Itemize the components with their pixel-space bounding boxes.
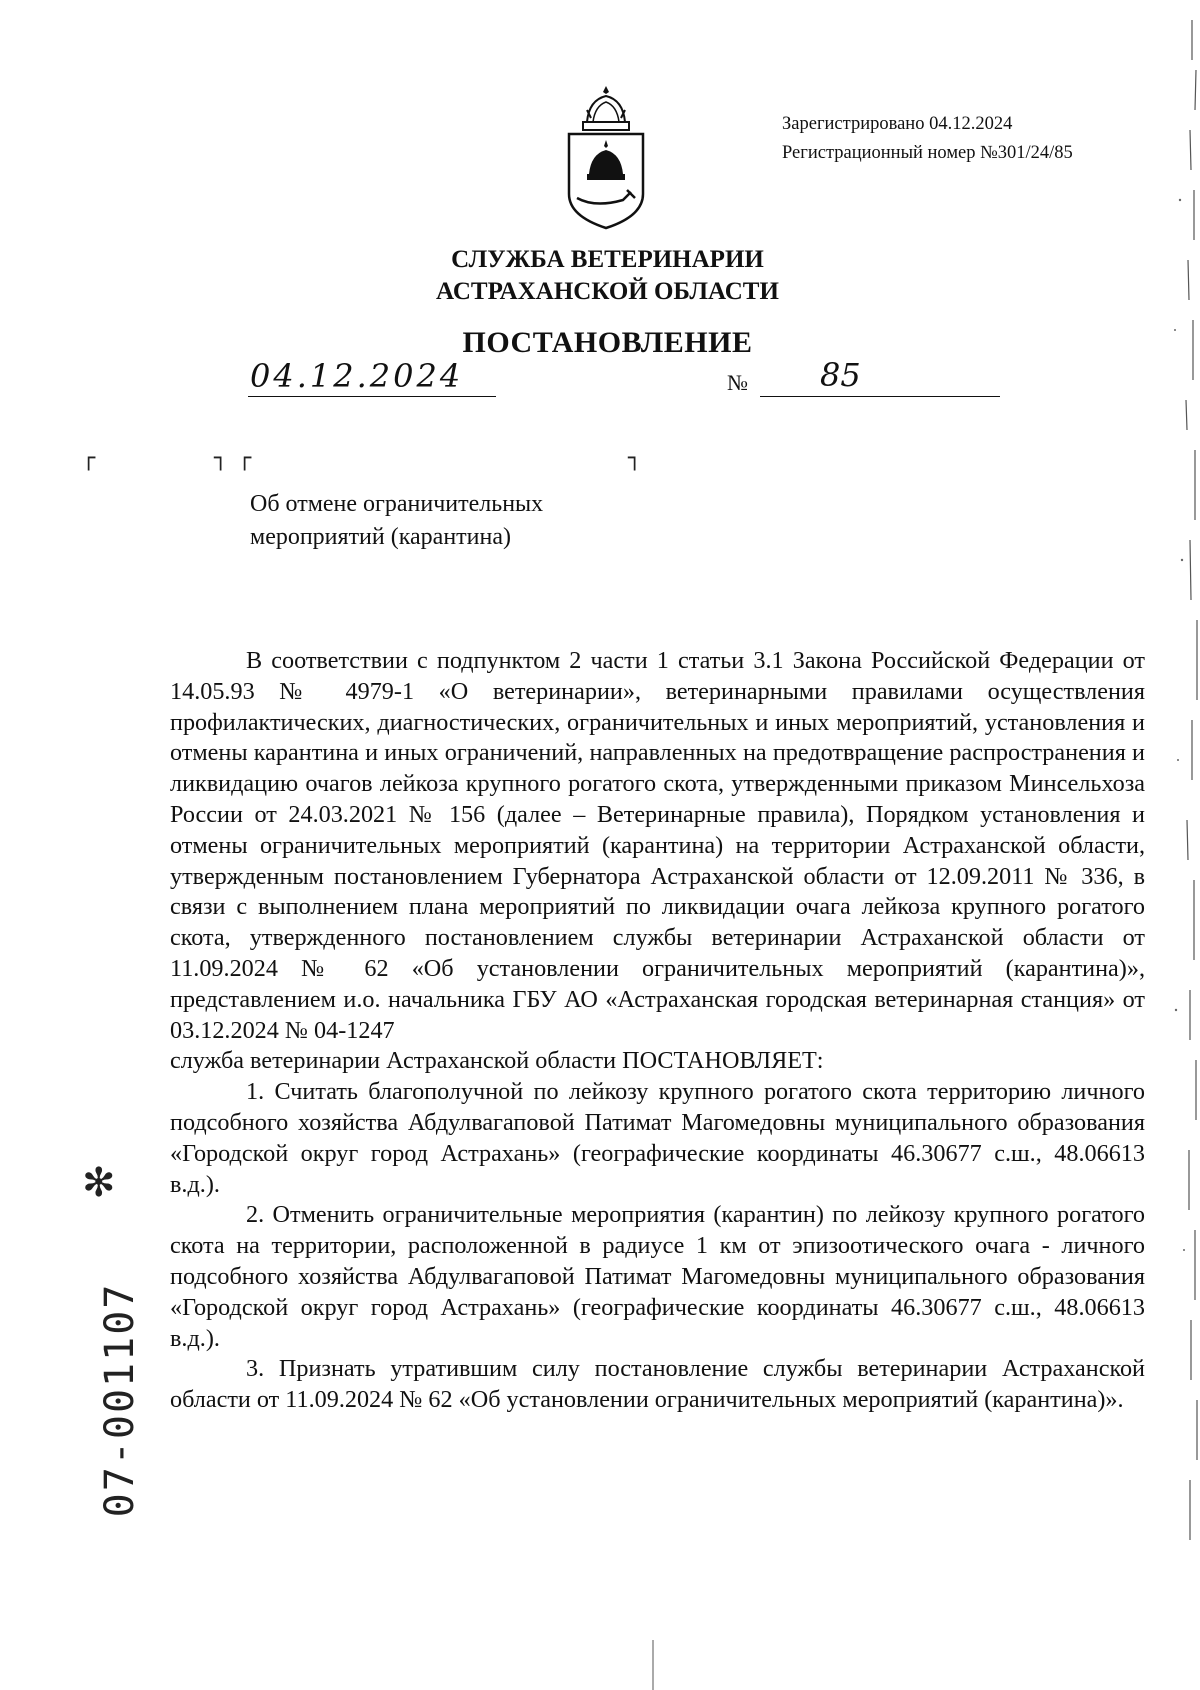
- registration-number: Регистрационный номер №301/24/85: [782, 143, 1073, 163]
- number-underline: [760, 396, 1000, 397]
- org-line-2: АСТРАХАНСКОЙ ОБЛАСТИ: [436, 278, 779, 305]
- handwritten-date: 04.12.2024: [250, 357, 464, 395]
- scan-edge-noise: [1140, 0, 1200, 1690]
- decree-subject: [250, 488, 543, 554]
- document-type-title: ПОСТАНОВЛЕНИЕ: [462, 326, 753, 359]
- number-sign: №: [727, 370, 748, 395]
- corner-bracket-subject-left: ┌: [238, 446, 252, 471]
- registration-stamp: [782, 110, 1073, 168]
- coat-of-arms-emblem: [565, 82, 647, 232]
- subject-line-2: мероприятий (карантина): [250, 524, 511, 550]
- handwritten-number: 85: [820, 356, 861, 394]
- org-line-1: СЛУЖБА ВЕТЕРИНАРИИ: [451, 246, 764, 273]
- organization-name: [0, 244, 1200, 308]
- side-asterisk-mark: ✻: [82, 1160, 116, 1206]
- resolves-line: служба ветеринарии Астраханской области ПОСТАНОВЛЯЕТ:: [170, 1047, 824, 1075]
- side-registry-number: 07-001107: [97, 1282, 143, 1518]
- decree-item-2: 2. Отменить ограничительные мероприятия (карантин) по лейкозу крупного рогатого скота на территории, расположенной в радиусе 1 км от эпизоотического очага - личного подсобного хозяйства Абдулвагаповой Патимат Магомедовны муниципального образования «Городской округ город Астрахань» (географические координаты 46.30677 с.ш., 48.06613 в.д.).: [170, 1201, 1145, 1352]
- subject-line-1: Об отмене ограничительных: [250, 491, 544, 517]
- corner-bracket-mid-left: ┐: [214, 446, 228, 471]
- decree-item-3: 3. Признать утратившим силу постановление службы ветеринарии Астраханской области от 11.09.2024 № 62 «Об установлении ограничительных мероприятий (карантина)».: [170, 1355, 1145, 1414]
- date-underline: [248, 396, 496, 397]
- decree-body: [170, 646, 1145, 1416]
- registration-date: Зарегистрировано 04.12.2024: [782, 114, 1013, 134]
- scan-mark-bottom: [650, 1640, 656, 1690]
- decree-item-1: 1. Считать благополучной по лейкозу крупного рогатого скота территорию личного подсобного хозяйства Абдулвагаповой Патимат Магомедовны муниципального образования «Городской округ город Астрахань» (географические координаты 46.30677 с.ш., 48.06613 в.д.).: [170, 1078, 1145, 1198]
- corner-bracket-subject-right: ┐: [628, 446, 642, 471]
- corner-bracket-left: ┌: [82, 446, 96, 471]
- preamble-paragraph: В соответствии с подпунктом 2 части 1 статьи 3.1 Закона Российской Федерации от 14.05.93 № 4979-1 «О ветеринарии», ветеринарными правилами осуществления профилактических, диагностических, ограничительных и иных мероприятий, установления и отмены карантина и иных ограничений, направленных на предотвращение распространения и ликвидацию очагов лейкоза крупного рогатого скота, утвержденными приказом Минсельхоза России от 24.03.2021 № 156 (далее – Ветеринарные правила), Порядком установления и отмены ограничительных мероприятий (карантина) на территории Астраханской области, утвержденным постановлением Губернатора Астраханской области от 12.09.2011 № 336, в связи с выполнением плана мероприятий по ликвидации очага лейкоза крупного рогатого скота, утвержденного постановлением службы ветеринарии Астраханской области от 11.09.2024 № 62 «Об установлении ограничительных мероприятий (карантина)», представлением и.о. начальника ГБУ АО «Астраханская городская ветеринарная станция» от 03.12.2024 № 04-1247: [170, 647, 1145, 1044]
